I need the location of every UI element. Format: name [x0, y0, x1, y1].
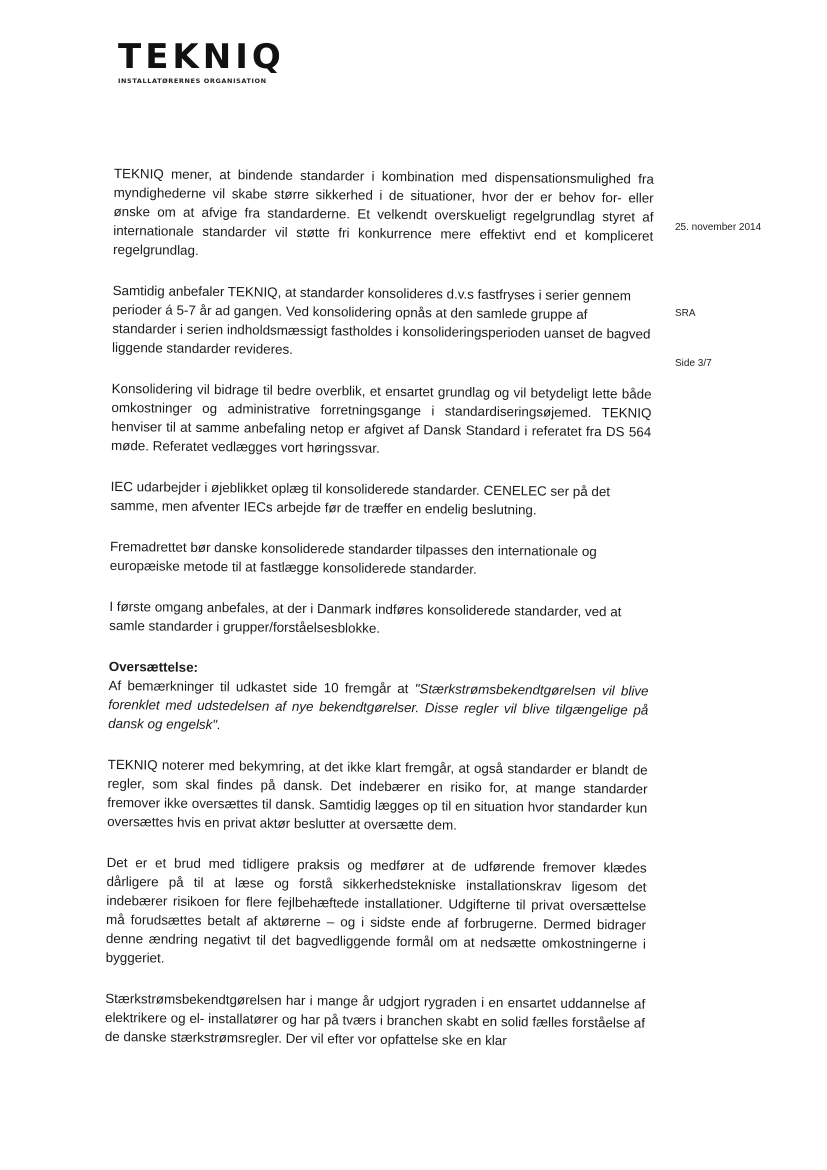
paragraph-9: Det er et brud med tidligere praksis og medfører at de udførende fremover klædes dårligere på til at læse og forstå sikkerhedstekniske installationskrav ligesom det indebærer risikoen for flere fejlbehæftede installationer. Udgifterne til privat oversættelse må forudsættes betalt af aktørerne – og i sidste ende af forbrugerne. Dermed bidrager denne ændring negativt til det bagvedliggende formål om at nedsætte omkostningerne i byggeriet.	[105, 854, 647, 966]
footer-faint-text	[44, 1118, 444, 1124]
page-number: Side 3/7	[675, 358, 712, 369]
paragraph-6: I første omgang anbefales, at der i Danmark indføres konsoliderede standarder, ved at samle standarder i grupper/forståelsesblokke.	[109, 598, 622, 636]
paragraph-1: TEKNIQ mener, at bindende standarder i kombination med dispensationsmulighed fra myndighederne vil skabe større sikkerhed i de situationer, hvor der er behov for- eller ønske om at afvige fra standarderne. Et velkendt overskueligt regelgrundlag styret af internationale standarder vil støtte fri konkurrence mere effektivt end et kompliceret regelgrundlag.	[113, 165, 654, 258]
paragraph-3: Konsolidering vil bidrage til bedre overblik, et ensartet grundlag og vil betydeligt lette både omkostninger og administrative forretningsgange i standardiseringsøjemed. TEKNIQ henviser til at samme anbefaling netop er afgivet af Dansk Standard i referatet fra DS 564 møde. Referatet vedlægges vort høringssvar.	[110, 380, 652, 456]
paragraph-5: Fremadrettet bør danske konsoliderede standarder tilpasses den internationale og europæiske metode til at fastlægge konsoliderede standarder.	[109, 538, 597, 577]
logo-subtitle: INSTALLATØRERNES ORGANISATION	[118, 77, 267, 85]
paragraph-7-quote: "Stærkstrømsbekendtgørelsen vil blive forenklet med udstedelsen af nye bekendtgørelser. Disse regler vil blive tilgængelige på dansk og engelsk".	[108, 681, 649, 733]
paragraph-4: IEC udarbejder i øjeblikket oplæg til konsoliderede standarder. CENELEC ser på det samme, men afventer IECs arbejde før de træffer en endelig beslutning.	[110, 478, 611, 518]
tekniq-logo	[118, 38, 298, 85]
paragraph-2: Samtidig anbefaler TEKNIQ, at standarder konsolideres d.v.s fastfryses i serier gennem perioder á 5-7 år ad gangen. Ved konsolidering opnås at den samlede gruppe af standarder i serien indholdsmæssigt fastholdes i konsolideringsperioden uanset de bagved liggende standarder revideres.	[111, 282, 651, 357]
paragraph-7-lead: Af bemærkninger til udkastet side 10 fremgår at	[108, 677, 415, 697]
paragraph-7	[108, 676, 649, 739]
document-date: 25. november 2014	[675, 222, 762, 233]
author-initials: SRA	[675, 308, 696, 319]
section-heading: Oversættelse:	[108, 658, 199, 675]
paragraph-10: Stærkstrømsbekendtgørelsen har i mange år udgjort rygraden i en ensartet uddannelse af elektrikere og el- installatører og har på tværs i branchen skabt en solid fælles forståelse af de danske stærkstrømsregler. Der vil efter vor opfattelse ske en klar	[104, 990, 646, 1049]
letter-body	[105, 164, 654, 1074]
logo-wordmark: TEKNIQ	[118, 37, 285, 77]
paragraph-8: TEKNIQ noterer med bekymring, at det ikke klart fremgår, at også standarder er blandt de regler, som skal findes på dansk. Det indebærer en risiko for, at mange standarder fremover ikke oversættes til dansk. Samtidig lægges op til en situation hvor standarder kun oversættes hvis en privat aktør beslutter at oversætte dem.	[107, 756, 648, 833]
